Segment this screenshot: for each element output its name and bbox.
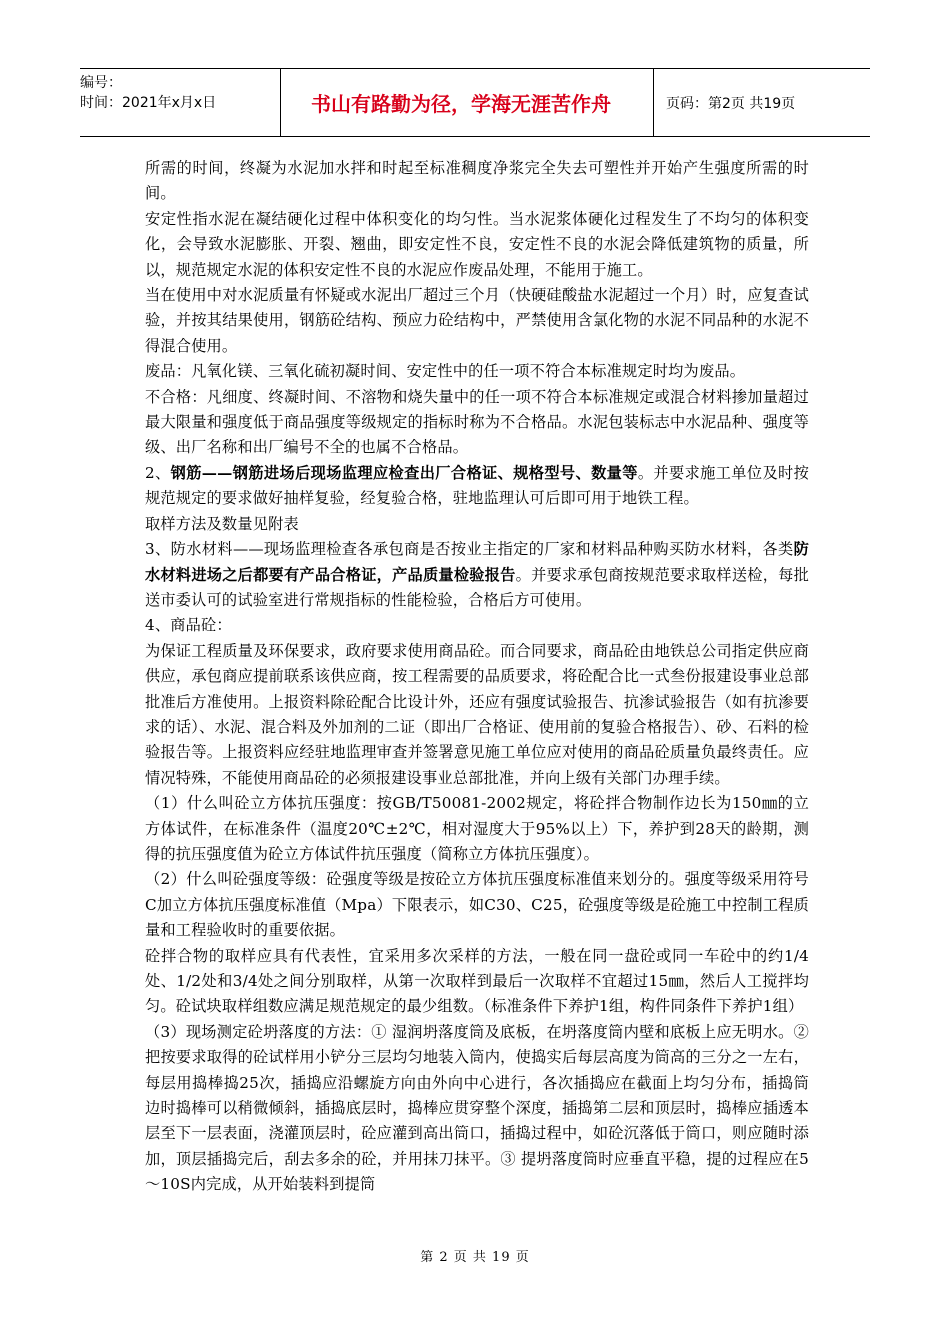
paragraph: 废品：凡氧化镁、三氧化硫初凝时间、安定性中的任一项不符合本标准规定时均为废品。: [145, 362, 746, 381]
paragraph: （3）现场测定砼坍落度的方法：① 湿润坍落度筒及底板，在坍落度筒内壁和底板上应无明水。② 把按要求取得的砼试样用小铲分三层均匀地装入筒内，使捣实后每层高度为筒高的三分之一左右，每层用捣棒捣25次，插捣应沿螺旋方向由外向中心进行，各次插捣应在截面上均匀分布，插捣筒边时捣棒可以稍微倾斜，插捣底层时，捣棒应贯穿整个深度，插捣第二层和顶层时，捣棒应插透本层至下一层表面，浇灌顶层时，砼应灌到高出筒口，插捣过程中，如砼沉落低于筒口，则应随时添加，顶层插捣完后，刮去多余的砼，并用抹刀抹平。③ 提坍落度筒时应垂直平稳，提的过程应在5～10S内完成，从开始装料到提筒: [145, 1022, 809, 1194]
paragraph: （1）什么叫砼立方体抗压强度：按GB/T50081-2002规定，将砼拌合物制作边长为150㎜的立方体试件，在标准条件（温度20℃±2℃，相对湿度大于95%以上）下，养护到28天的龄期，测得的抗压强度值为砼立方体试件抗压强度（简称立方体抗压强度）。: [145, 794, 809, 863]
document-number-label: 编号：: [80, 75, 122, 91]
header-table: [80, 68, 870, 137]
header-page-info: 页码：第2页 共19页: [666, 95, 796, 112]
document-body: [145, 156, 809, 1198]
paragraph: 为保证工程质量及环保要求，政府要求使用商品砼。而合同要求，商品砼由地铁总公司指定供应商供应，承包商应提前联系该供应商，按工程需要的品质要求，将砼配合比一式叁份报建设事业总部批准后方准使用。上报资料除砼配合比设计外，还应有强度试验报告、抗渗试验报告（如有抗渗要求的话）、水泥、混合料及外加剂的二证（即出厂合格证、使用前的复验合格报告）、砂、石料的检验报告等。上报资料应经驻地监理审查并签署意见施工单位应对使用的商品砼质量负最终责任。应情况特殊，不能使用商品砼的必须报建设事业总部批准，并向上级有关部门办理手续。: [145, 641, 809, 787]
document-date-label: 时间：2021年x月x日: [80, 95, 217, 111]
header-meta: [80, 69, 281, 136]
page-footer: 第 2 页 共 19 页: [420, 1250, 530, 1265]
paragraph: 所需的时间，终凝为水泥加水拌和时起至标准稠度净浆完全失去可塑性并开始产生强度所需的时间。: [145, 159, 809, 203]
paragraph: 取样方法及数量见附表: [145, 514, 299, 533]
bold-text: 钢筋——钢筋进场后现场监理应检查出厂合格证、规格型号、数量等: [170, 463, 638, 482]
header-motto: 书山有路勤为径，学海无涯苦作舟: [281, 69, 654, 136]
paragraph: （2）什么叫砼强度等级：砼强度等级是按砼立方体抗压强度标准值来划分的。强度等级采用符号C加立方体抗压强度标准值（Mpa）下限表示，如C30、C25，砼强度等级是砼施工中控制工程质量和工程验收时的重要依据。: [145, 870, 809, 940]
paragraph: 当在使用中对水泥质量有怀疑或水泥出厂超过三个月（快硬硅酸盐水泥超过一个月）时，应复查试验，并按其结果使用，钢筋砼结构、预应力砼结构中，严禁使用含氯化物的水泥不同品种的水泥不得混合使用。: [145, 286, 809, 355]
paragraph-waterproof: 3、防水材料——现场监理检查各承包商是否按业主指定的厂家和材料品种购买防水材料，各类防水材料进场之后都要有产品合格证，产品质量检验报告。并要求承包商按规范要求取样送检，每批送市委认可的试验室进行常规指标的性能检验，合格后方可使用。: [145, 540, 809, 609]
paragraph: 砼拌合物的取样应具有代表性，宜采用多次采样的方法，一般在同一盘砼或同一车砼中的约1/4处、1/2处和3/4处之间分别取样，从第一次取样到最后一次取样不宜超过15㎜，然后人工搅拌均匀。砼试块取样组数应满足规范规定的最少组数。（标准条件下养护1组，构件同条件下养护1组）: [145, 946, 809, 1016]
paragraph: 4、商品砼：: [145, 616, 232, 635]
bold-text: 防水材料进场之后都要有产品合格证，产品质量检验报告: [145, 540, 809, 584]
paragraph-steel: 2、钢筋——钢筋进场后现场监理应检查出厂合格证、规格型号、数量等。并要求施工单位及时按规范规定的要求做好抽样复验，经复验合格，驻地监理认可后即可用于地铁工程。: [145, 463, 810, 508]
paragraph: 安定性指水泥在凝结硬化过程中体积变化的均匀性。当水泥浆体硬化过程发生了不均匀的体积变化，会导致水泥膨胀、开裂、翘曲，即安定性不良，安定性不良的水泥会降低建筑物的质量，所以，规范规定水泥的体积安定性不良的水泥应作废品处理，不能用于施工。: [145, 209, 809, 279]
paragraph: 不合格：凡细度、终凝时间、不溶物和烧失量中的任一项不符合本标准规定或混合材料掺加量超过最大限量和强度低于商品强度等级规定的指标时称为不合格品。水泥包装标志中水泥品种、强度等级、出厂名称和出厂编号不全的也属不合格品。: [145, 387, 809, 457]
